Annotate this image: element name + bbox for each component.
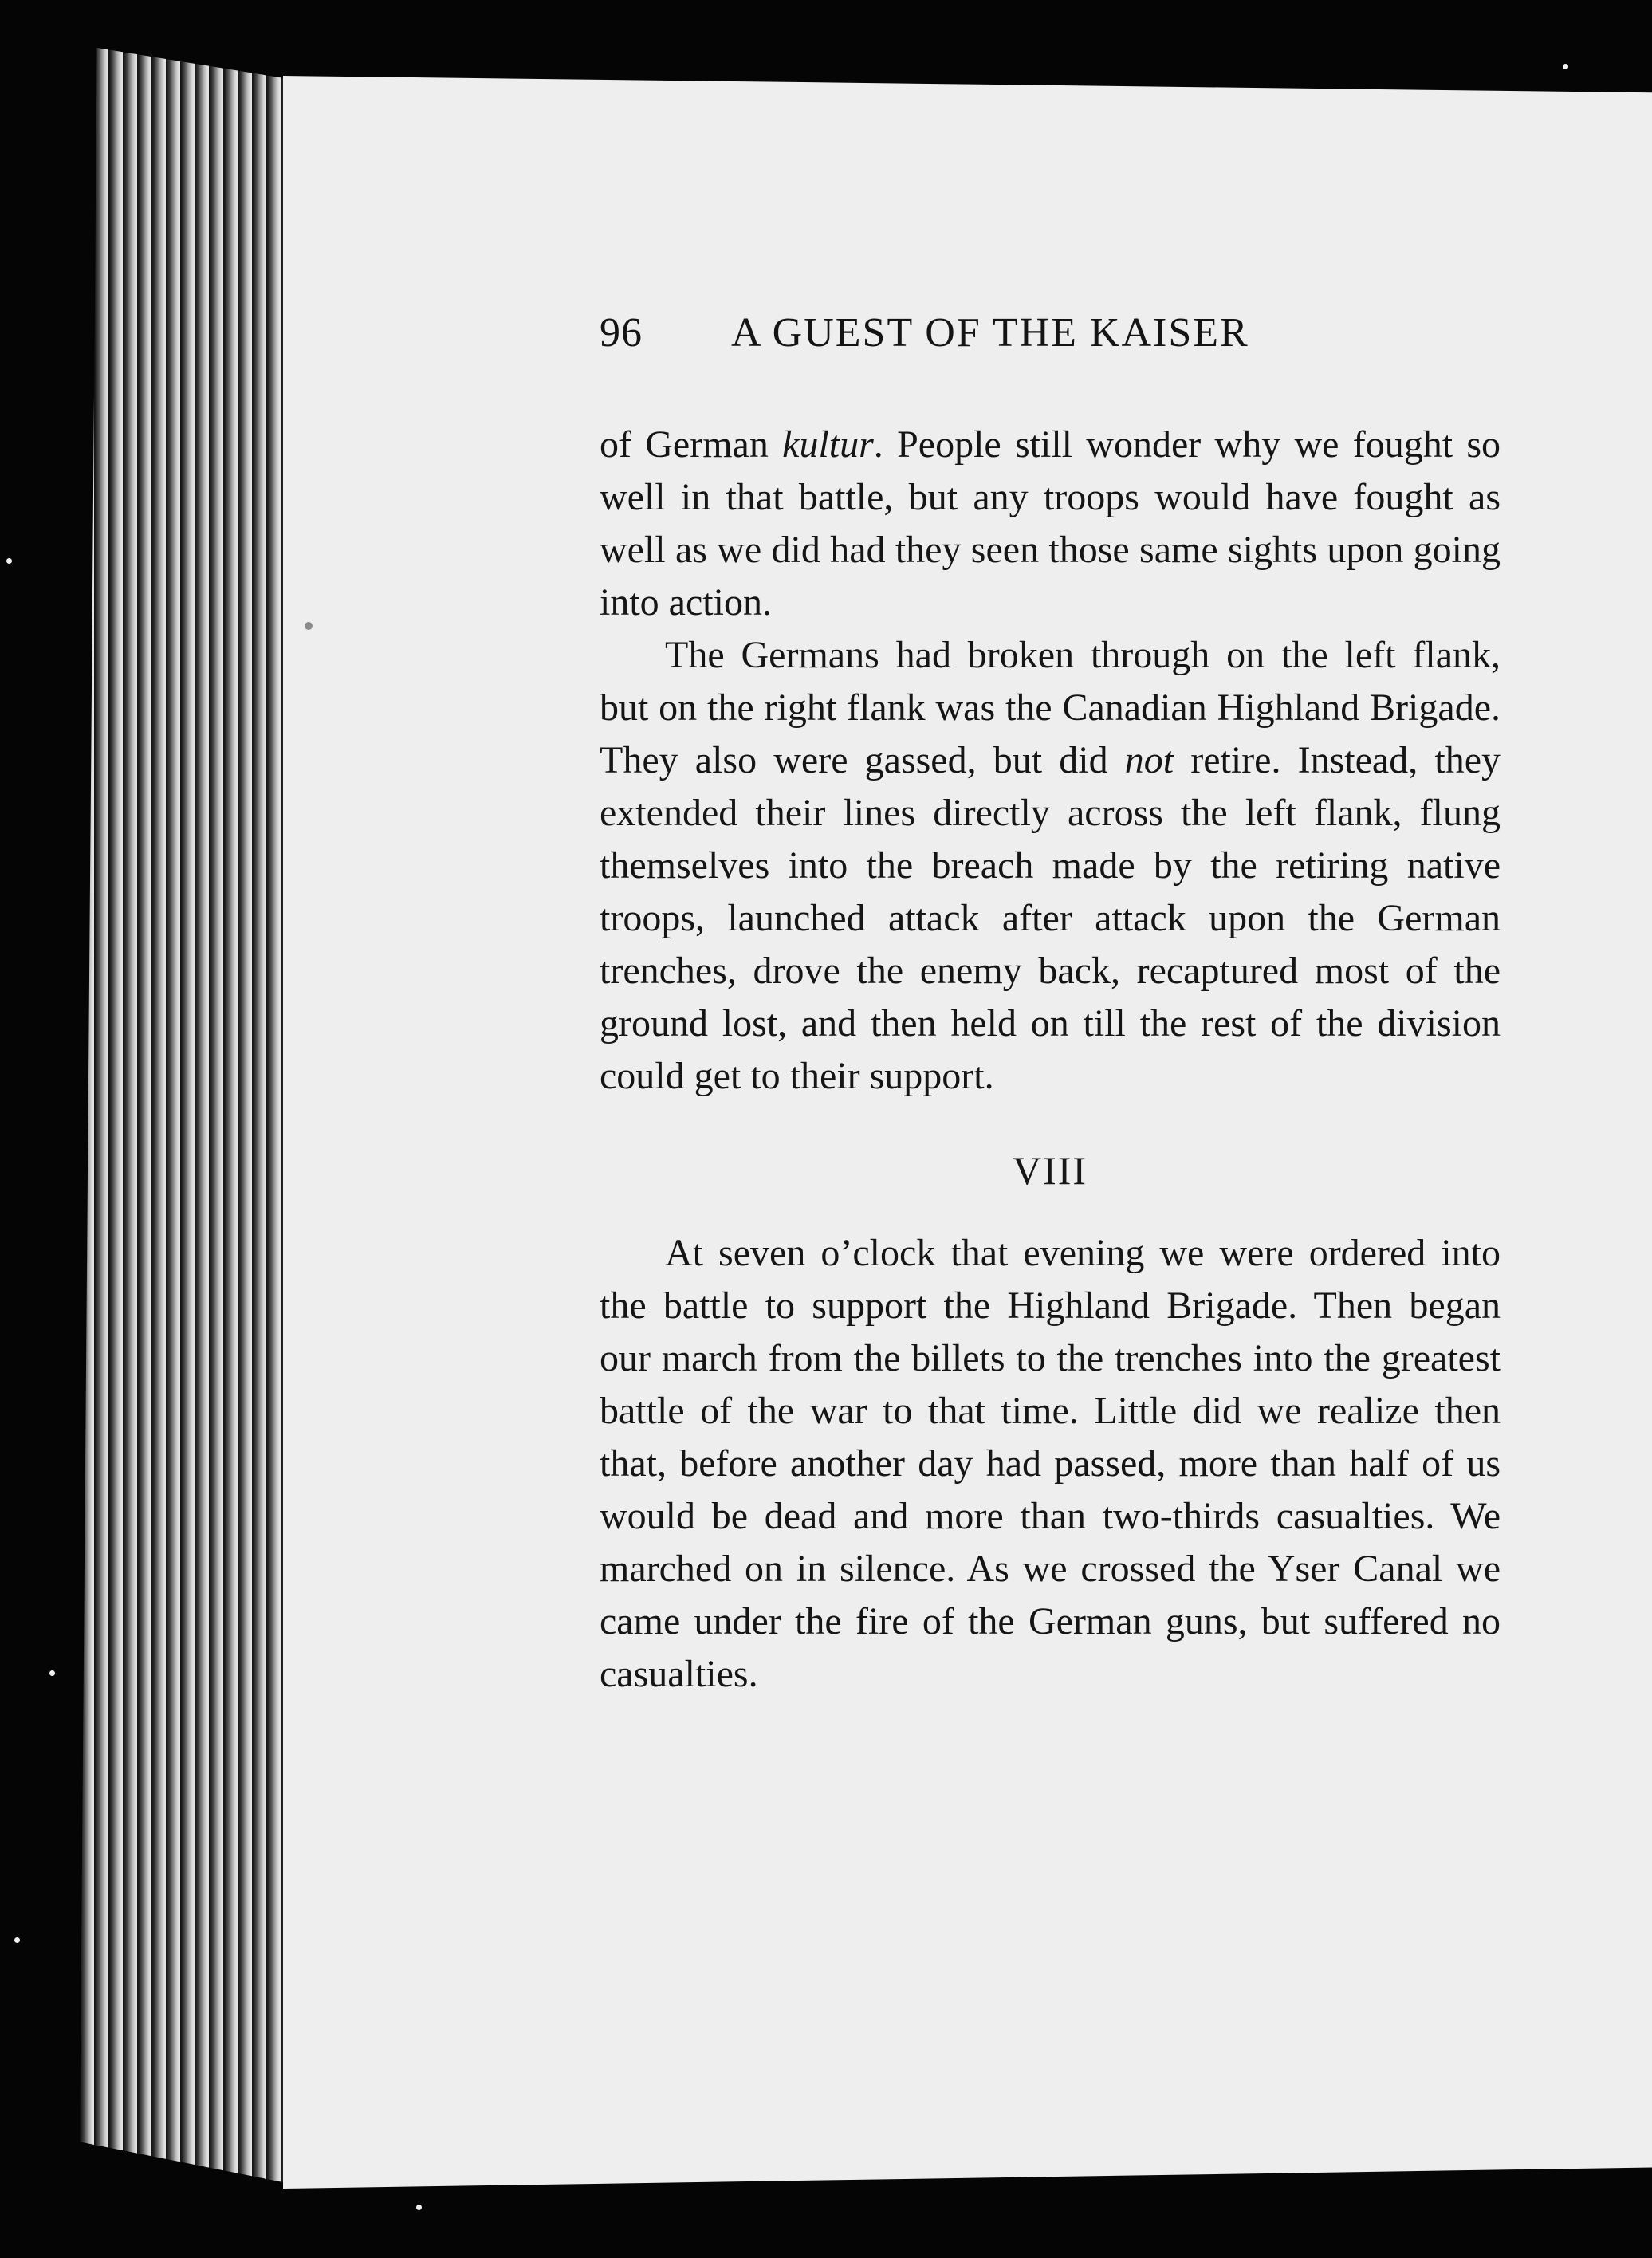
scan-speck xyxy=(305,622,313,630)
scan-speck xyxy=(1563,64,1568,69)
body-text xyxy=(600,419,1501,1701)
paragraph-1-text-after: . People still wonder why we fought so well in that battle, but any troops would have fought as well as we did had they seen those same sights upon going into action. xyxy=(600,423,1501,624)
paragraph-2 xyxy=(600,629,1501,1103)
paragraph-2-text-after: retire. Instead, they extended their lines directly across the left flank, flung themselves into the breach made by the retiring native troops, launched attack after attack upon the German trenches, drove the enemy back, recaptured most of the ground lost, and then held on till the rest of the division could get to their support. xyxy=(600,739,1501,1097)
page-number: 96 xyxy=(600,310,643,356)
book-page-edges xyxy=(80,48,295,2185)
paragraph-1-emphasis: kultur xyxy=(782,423,874,466)
paragraph-3: At seven o’clock that evening we were ordered into the battle to support the Highland Brigade. Then began our march from the billets to the trenches into the greatest battle of the war to that time. Little did we realize then that, before another day had passed, more than half of us would be dead and more than two-thirds casualties. We marched on in silence. As we crossed the Yser Canal we came under the fire of the German guns, but suffered no casualties. xyxy=(600,1232,1501,1695)
section-heading: VIII xyxy=(1012,1148,1088,1193)
paragraph-2-text-before: The Germans had broken through on the left flank, but on the right flank was the Canadian Highland Brigade. They also were gassed, but did xyxy=(600,634,1501,781)
scan-speck xyxy=(49,1670,55,1676)
page-header xyxy=(600,309,1429,373)
paragraph-1 xyxy=(600,419,1501,629)
scan-speck xyxy=(6,558,12,564)
running-title: A GUEST OF THE KAISER xyxy=(731,310,1249,356)
scan-speck xyxy=(416,2205,422,2210)
scan-speck xyxy=(14,1937,20,1943)
paragraph-2-emphasis: not xyxy=(1124,739,1174,781)
paragraph-1-text-before: of German xyxy=(600,423,783,466)
